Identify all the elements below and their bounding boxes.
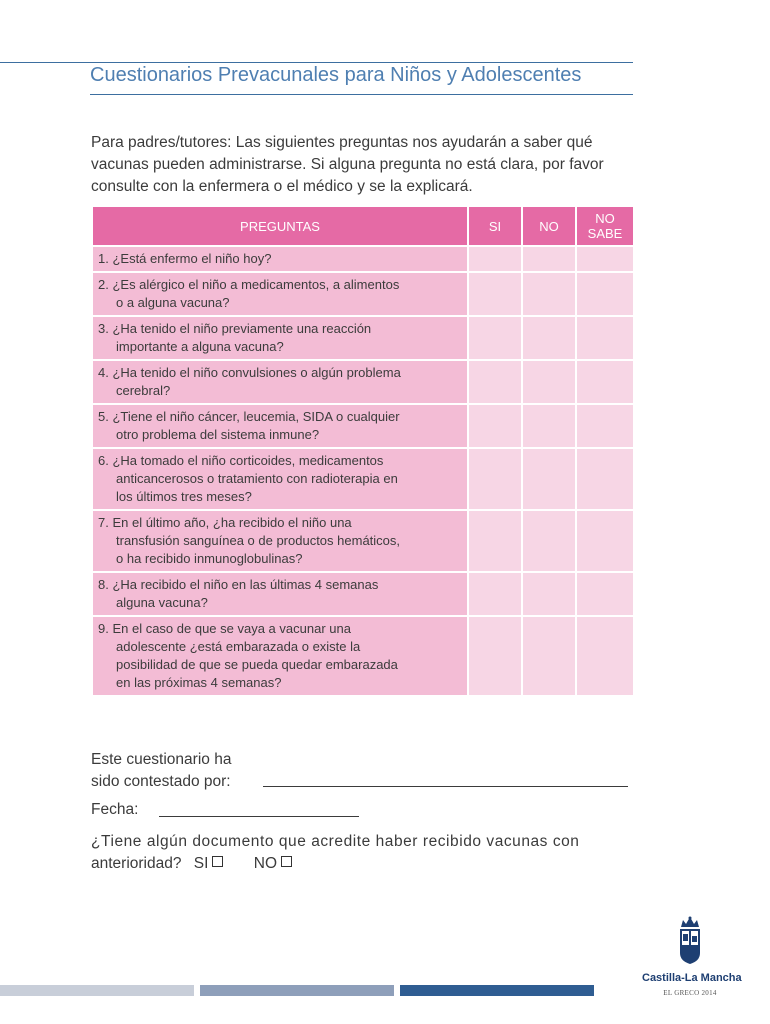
documents-question-line2 bbox=[91, 853, 579, 875]
castilla-la-mancha-logo bbox=[642, 915, 742, 997]
table-row bbox=[93, 247, 633, 271]
answer-cell-si[interactable] bbox=[469, 449, 521, 509]
question-cell bbox=[93, 273, 467, 315]
answered-by-field[interactable] bbox=[263, 786, 628, 787]
answer-cell-no-sabe[interactable] bbox=[577, 511, 633, 571]
answer-cell-si[interactable] bbox=[469, 317, 521, 359]
table-row bbox=[93, 405, 633, 447]
answered-by-line2: sido contestado por: bbox=[91, 773, 231, 790]
answer-cell-si[interactable] bbox=[469, 247, 521, 271]
date-label: Fecha: bbox=[91, 801, 139, 818]
documents-question-line1: ¿Tiene algún documento que acredite haber recibido vacunas con bbox=[91, 833, 580, 850]
answer-cell-no-sabe[interactable] bbox=[577, 361, 633, 403]
answer-cell-no-sabe[interactable] bbox=[577, 449, 633, 509]
answer-cell-no[interactable] bbox=[523, 247, 575, 271]
question-cell bbox=[93, 449, 467, 509]
question-text: 8. ¿Ha recibido el niño en las últimas 4 semanas alguna vacuna? bbox=[98, 577, 379, 610]
question-cell bbox=[93, 317, 467, 359]
documents-si-label: SI bbox=[193, 855, 209, 872]
header-si: SI bbox=[469, 207, 521, 245]
question-text: 7. En el último año, ¿ha recibido el niño una transfusión sanguínea o de productos hemáticos, o ha recibido inmunoglobulinas? bbox=[98, 515, 401, 566]
table-row bbox=[93, 511, 633, 571]
header-no: NO bbox=[523, 207, 575, 245]
question-cell bbox=[93, 617, 467, 695]
page-title: Cuestionarios Prevacunales para Niños y Adolescentes bbox=[90, 64, 582, 86]
documents-line2-text: anterioridad? bbox=[91, 855, 182, 872]
footer-bar-light bbox=[0, 985, 194, 996]
question-text: 1. ¿Está enfermo el niño hoy? bbox=[98, 251, 272, 266]
table-row bbox=[93, 617, 633, 695]
answer-cell-si[interactable] bbox=[469, 573, 521, 615]
logo-sub-text: EL GRECO 2014 bbox=[663, 989, 717, 997]
documents-si-checkbox[interactable] bbox=[212, 856, 223, 867]
documents-no-label: NO bbox=[253, 855, 278, 872]
question-cell bbox=[93, 405, 467, 447]
answer-cell-no-sabe[interactable] bbox=[577, 247, 633, 271]
title-bottom-rule bbox=[90, 94, 633, 95]
answered-by-line1: Este cuestionario ha bbox=[91, 751, 232, 768]
coat-of-arms-icon bbox=[677, 915, 703, 965]
questionnaire-table bbox=[91, 205, 635, 697]
answer-cell-si[interactable] bbox=[469, 511, 521, 571]
answer-cell-no-sabe[interactable] bbox=[577, 317, 633, 359]
table-row bbox=[93, 573, 633, 615]
documents-question bbox=[91, 831, 579, 875]
question-cell bbox=[93, 573, 467, 615]
question-text: 3. ¿Ha tenido el niño previamente una reacción importante a alguna vacuna? bbox=[98, 321, 372, 354]
question-cell bbox=[93, 511, 467, 571]
answer-cell-no-sabe[interactable] bbox=[577, 405, 633, 447]
footer-bar-dark bbox=[400, 985, 594, 996]
answer-cell-no[interactable] bbox=[523, 361, 575, 403]
answer-cell-si[interactable] bbox=[469, 361, 521, 403]
question-text: 4. ¿Ha tenido el niño convulsiones o algún problema cerebral? bbox=[98, 365, 401, 398]
table-row bbox=[93, 449, 633, 509]
intro-paragraph: Para padres/tutores: Las siguientes preguntas nos ayudarán a saber qué vacunas pueden administrarse. Si alguna pregunta no está clara, por favor consulte con la enfermera o el médico y se la explicará. bbox=[91, 134, 604, 195]
table-row bbox=[93, 317, 633, 359]
answer-cell-no[interactable] bbox=[523, 405, 575, 447]
footer-bar-mid bbox=[200, 985, 394, 996]
question-text: 9. En el caso de que se vaya a vacunar una adolescente ¿está embarazada o existe la posibilidad de que se pueda quedar embarazada en las próximas 4 semanas? bbox=[98, 621, 398, 690]
table-row bbox=[93, 273, 633, 315]
answer-cell-no[interactable] bbox=[523, 617, 575, 695]
answer-cell-si[interactable] bbox=[469, 405, 521, 447]
logo-brand-text: Castilla-La Mancha bbox=[642, 972, 742, 984]
date-field[interactable] bbox=[159, 816, 359, 817]
answer-cell-no-sabe[interactable] bbox=[577, 273, 633, 315]
answer-cell-no-sabe[interactable] bbox=[577, 617, 633, 695]
documents-no-checkbox[interactable] bbox=[281, 856, 292, 867]
question-text: 2. ¿Es alérgico el niño a medicamentos, a alimentos o a alguna vacuna? bbox=[98, 277, 400, 310]
header-no-sabe: NO SABE bbox=[577, 207, 633, 245]
answer-cell-si[interactable] bbox=[469, 273, 521, 315]
title-top-rule bbox=[0, 62, 633, 63]
question-text: 6. ¿Ha tomado el niño corticoides, medicamentos anticancerosos o tratamiento con radioterapia en los últimos tres meses? bbox=[98, 453, 398, 504]
answer-cell-no[interactable] bbox=[523, 511, 575, 571]
question-cell bbox=[93, 247, 467, 271]
table-row bbox=[93, 361, 633, 403]
answer-cell-no[interactable] bbox=[523, 273, 575, 315]
answer-cell-no[interactable] bbox=[523, 573, 575, 615]
answered-by-label bbox=[91, 749, 231, 793]
question-text: 5. ¿Tiene el niño cáncer, leucemia, SIDA o cualquier otro problema del sistema inmune? bbox=[98, 409, 400, 442]
answer-cell-no[interactable] bbox=[523, 317, 575, 359]
answer-cell-si[interactable] bbox=[469, 617, 521, 695]
answer-cell-no[interactable] bbox=[523, 449, 575, 509]
table-header-row bbox=[93, 207, 633, 245]
question-cell bbox=[93, 361, 467, 403]
answer-cell-no-sabe[interactable] bbox=[577, 573, 633, 615]
header-preguntas: PREGUNTAS bbox=[93, 207, 467, 245]
